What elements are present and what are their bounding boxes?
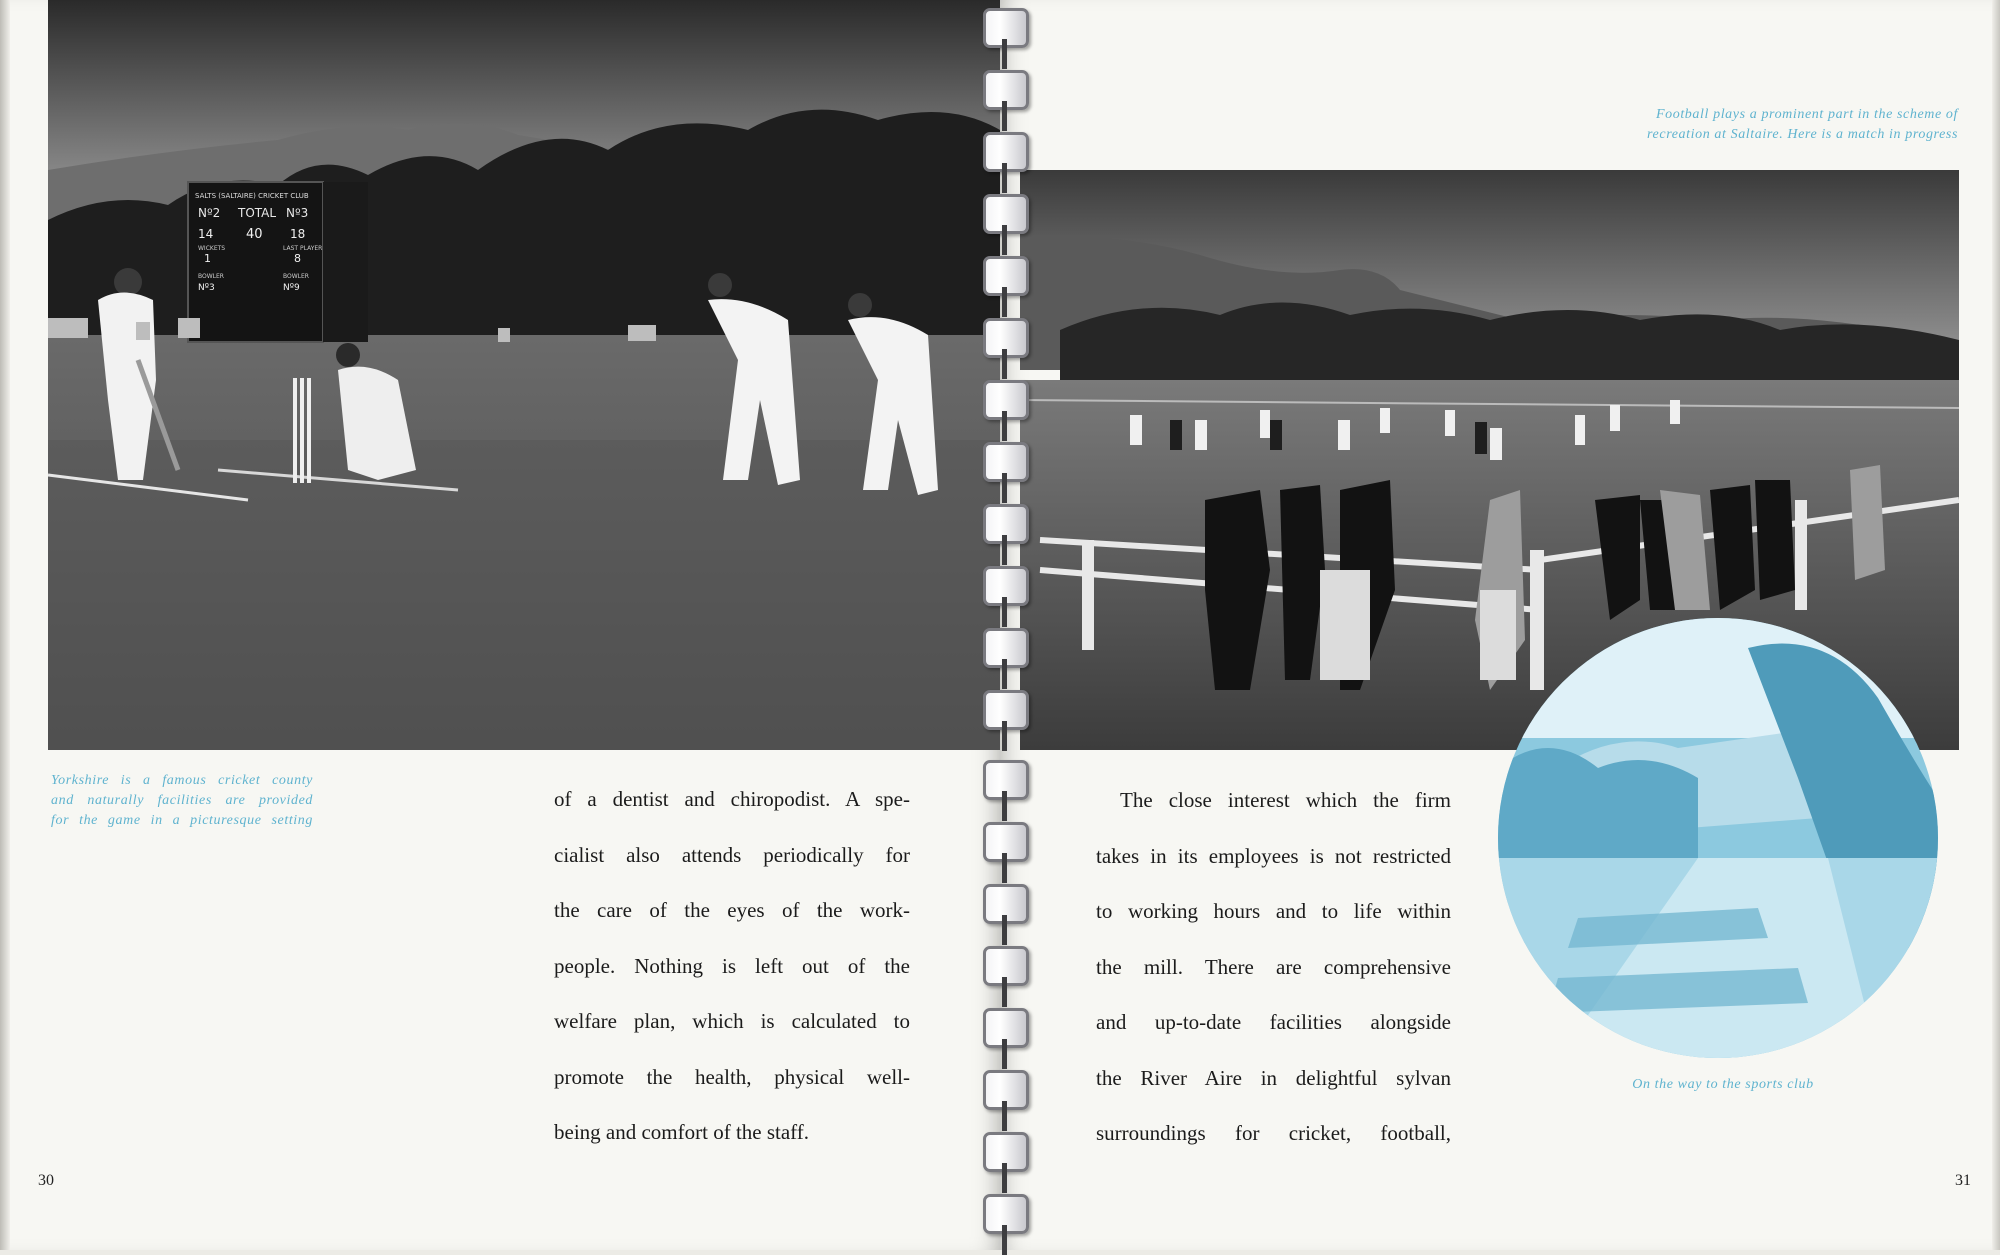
binding-coil	[983, 1070, 1029, 1110]
text-line: takes in its employees is not restricted	[1096, 843, 1451, 868]
sports-club-image	[1498, 618, 1938, 1058]
binding-coil	[983, 504, 1029, 544]
scoreboard-score-right: 18	[290, 227, 306, 241]
text-line: people. Nothing is left out of the	[554, 953, 910, 978]
scoreboard-bowler-right-label: BOWLER	[283, 273, 309, 280]
scoreboard-wickets: 1	[204, 252, 211, 265]
scoreboard-total-label: TOTAL	[238, 206, 277, 220]
binding-coil	[983, 1132, 1029, 1172]
caption-line: and naturally facilities are provided	[51, 793, 313, 808]
scoreboard-bowler-left: Nº3	[198, 283, 215, 293]
scoreboard-title: SALTS (SALTAIRE) CRICKET CLUB	[195, 192, 309, 200]
binding-coil	[983, 760, 1029, 800]
binding-coil	[983, 132, 1029, 172]
cricket-photo-image	[48, 0, 1000, 750]
binding-coil	[983, 442, 1029, 482]
scoreboard-score-left: 14	[198, 227, 214, 241]
text-line: cialist also attends periodically for	[554, 842, 910, 867]
page-number-right: 31	[1955, 1172, 1971, 1189]
binding-coil	[983, 884, 1029, 924]
binding-coil	[983, 194, 1029, 234]
scoreboard-wickets-label: WICKETS	[198, 245, 226, 252]
text-line: the River Aire in delightful sylvan	[1096, 1065, 1451, 1090]
left-page	[0, 0, 1000, 1250]
right-body-text	[1096, 773, 1451, 1162]
text-line: the mill. There are comprehensive	[1096, 954, 1451, 979]
medallion-caption: On the way to the sports club	[1632, 1077, 1814, 1092]
binding-coil	[983, 1194, 1029, 1234]
right-page	[1000, 0, 2000, 1250]
binding-coil	[983, 566, 1029, 606]
binding-coil	[983, 628, 1029, 668]
text-line: to working hours and to life within	[1096, 899, 1451, 923]
text-line: of a dentist and chiropodist. A spe-	[554, 787, 910, 811]
caption-line: Football plays a prominent part in the scheme of	[1655, 107, 1958, 122]
spiral-binding	[983, 0, 1033, 1250]
text-line: The close interest which the firm	[1120, 788, 1451, 812]
sports-club-medallion	[1498, 618, 1938, 1058]
left-body-text	[554, 772, 910, 1161]
binding-coil	[983, 318, 1029, 358]
binding-coil	[983, 822, 1029, 862]
caption-line: recreation at Saltaire. Here is a match in progress	[1647, 127, 1958, 142]
cricket-caption	[51, 771, 313, 831]
binding-coil	[983, 380, 1029, 420]
scoreboard-total: 40	[246, 227, 263, 242]
binding-coil	[983, 1008, 1029, 1048]
scoreboard-last-player-label: LAST PLAYER	[283, 245, 323, 252]
text-line: surroundings for cricket, football,	[1096, 1121, 1451, 1145]
caption-line: Yorkshire is a famous cricket county	[51, 773, 313, 788]
binding-coil	[983, 256, 1029, 296]
binding-coil	[983, 946, 1029, 986]
text-line: promote the health, physical well-	[554, 1064, 910, 1089]
football-caption	[1550, 105, 1958, 145]
text-line: the care of the eyes of the work-	[554, 898, 910, 922]
binding-coil	[983, 690, 1029, 730]
caption-line: for the game in a picturesque setting	[51, 813, 313, 828]
scoreboard-bowler-right: Nº9	[283, 283, 300, 293]
page-edge	[1992, 0, 2000, 1250]
page-number-left: 30	[38, 1172, 54, 1189]
cricket-photo	[48, 0, 1000, 750]
scoreboard-no-left: Nº2	[198, 206, 221, 220]
scoreboard-last-player: 8	[294, 252, 301, 265]
text-line: welfare plan, which is calculated to	[554, 1009, 910, 1033]
scoreboard-no-right: Nº3	[286, 206, 309, 220]
scoreboard-bowler-left-label: BOWLER	[198, 273, 224, 280]
binding-coil	[983, 8, 1029, 48]
binding-coil	[983, 70, 1029, 110]
text-line: and up-to-date facilities alongside	[1096, 1010, 1451, 1034]
text-line: being and comfort of the staff.	[554, 1120, 810, 1144]
page-edge	[0, 0, 10, 1250]
